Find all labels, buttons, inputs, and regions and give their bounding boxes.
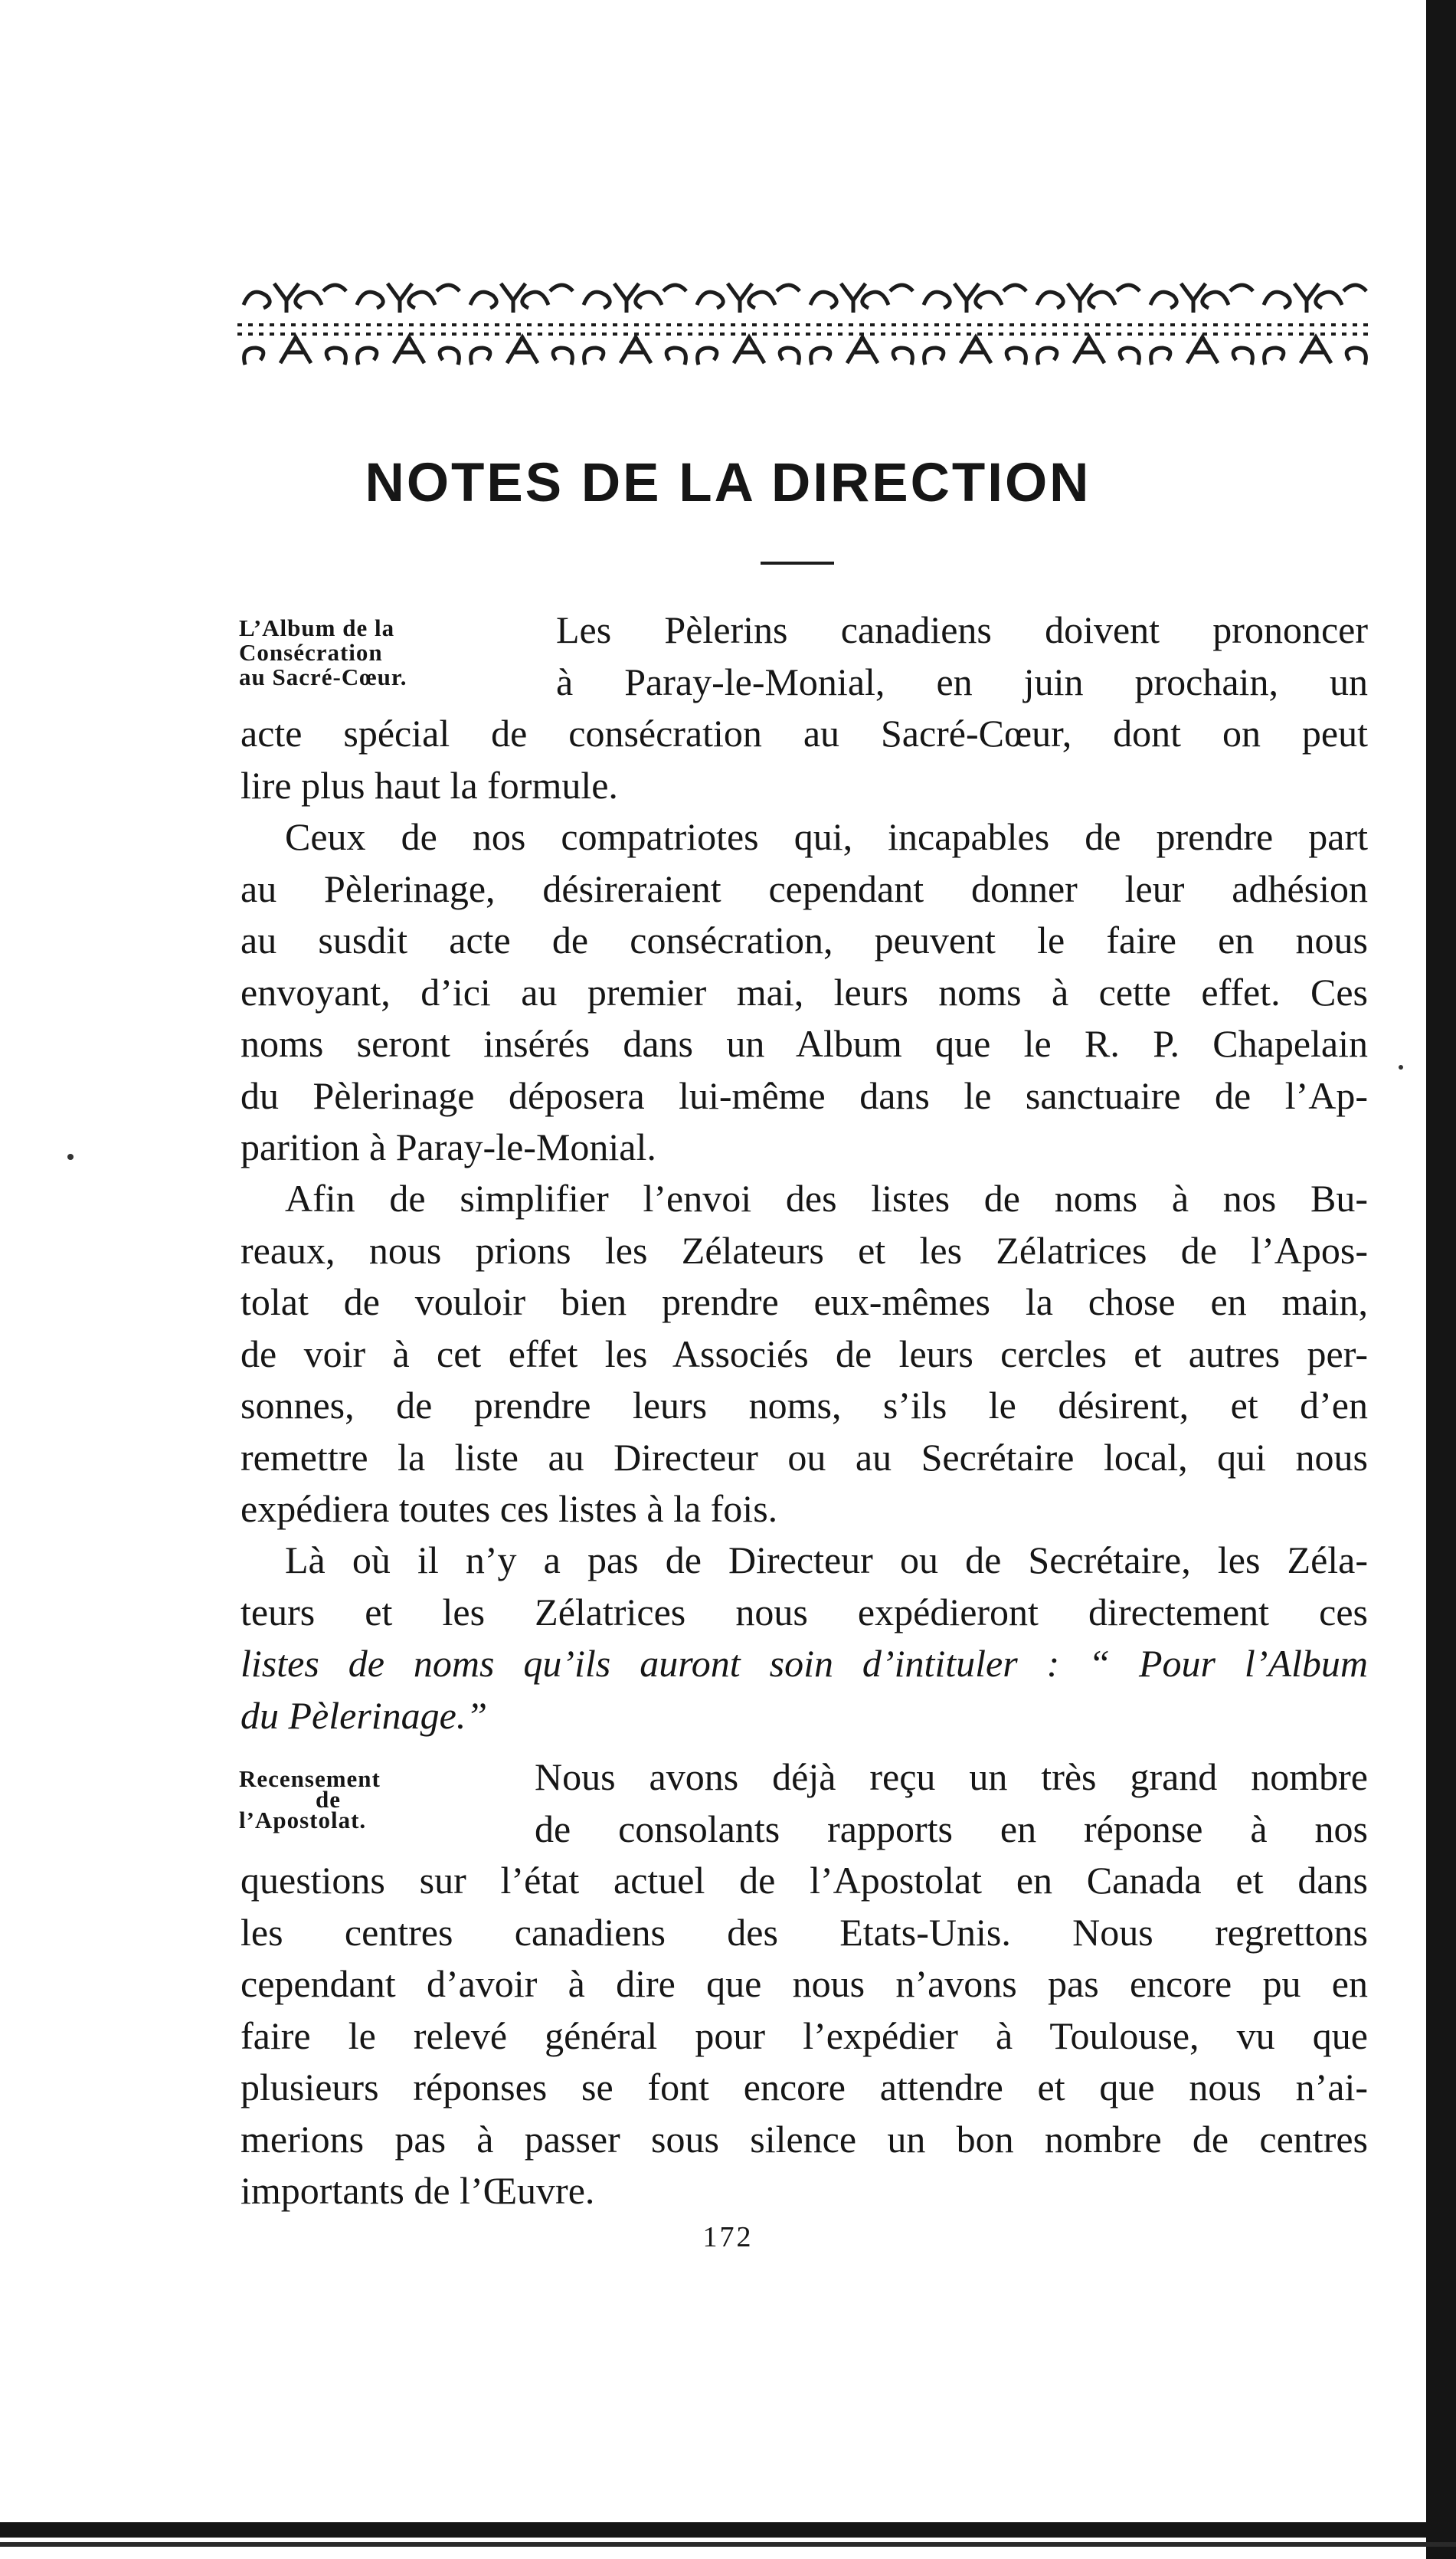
text-line: acte spécial de consécration au Sacré-Cœur, dont on peut <box>240 712 1368 755</box>
text-line: les centres canadiens des Etats-Unis. Nous regrettons <box>240 1910 1368 1954</box>
decorative-ornament-band <box>237 274 1371 374</box>
paragraph-listes <box>240 1173 1368 1535</box>
text-line: au susdit acte de consécration, peuvent le faire en nous <box>240 919 1368 962</box>
paragraph-compatriotes <box>240 811 1368 1174</box>
text-line: Les Pèlerins canadiens doivent prononcer <box>556 608 1368 651</box>
sidenote-line: L’Album de la <box>239 614 395 641</box>
text-line: remettre la liste au Directeur ou au Secrétaire local, qui nous <box>240 1435 1368 1479</box>
text-line: du Pèlerinage déposera lui-même dans le sanctuaire de l’Ap- <box>240 1073 1368 1117</box>
paragraph-recensement <box>240 1751 1368 2217</box>
text-line: Là où il n’y a pas de Directeur ou de Secrétaire, les Zéla- <box>285 1538 1368 1581</box>
text-line: Nous avons déjà reçu un très grand nombre <box>535 1755 1368 1798</box>
text-line: faire le relevé général pour l’expédier à Toulouse, vu que <box>240 2013 1368 2057</box>
text-line: à Paray-le-Monial, en juin prochain, un <box>556 660 1368 703</box>
text-line: parition à Paray-le-Monial. <box>240 1126 656 1168</box>
text-line: sonnes, de prendre leurs noms, s’ils le désirent, et d’en <box>240 1384 1368 1427</box>
text-line: lire plus haut la formule. <box>240 763 618 807</box>
text-line: reaux, nous prions les Zélateurs et les Zélatrices de l’Apos- <box>240 1228 1368 1272</box>
text-line: importants de l’Œuvre. <box>240 2169 595 2212</box>
text-line: de voir à cet effet les Associés de leurs cercles et autres per- <box>240 1332 1368 1375</box>
title-rule <box>761 562 834 565</box>
sidenote-line: de <box>316 1786 341 1813</box>
page-title: NOTES DE LA DIRECTION <box>365 453 1091 513</box>
text-line: Ceux de nos compatriotes qui, incapables de prendre part <box>285 815 1368 858</box>
text-line: noms seront insérés dans un Album que le R. P. Chapelain <box>240 1022 1368 1065</box>
text-line: teurs et les Zélatrices nous expédieront directement ces <box>240 1590 1368 1633</box>
sidenote-line: Recensement <box>239 1765 381 1792</box>
page-number: 172 <box>702 2221 754 2253</box>
text-line: au Pèlerinage, désireraient cependant donner leur adhésion <box>240 867 1368 910</box>
sidenote-line: l’Apostolat. <box>239 1807 367 1833</box>
sidenote-line: Consécration <box>239 639 383 666</box>
paragraph-album <box>240 605 1368 811</box>
text-line: cependant d’avoir à dire que nous n’avons pas encore pu en <box>240 1962 1368 2005</box>
text-line: tolat de vouloir bien prendre eux-mêmes la chose en main, <box>240 1280 1368 1323</box>
text-line: questions sur l’état actuel de l’Apostolat en Canada et dans <box>240 1859 1368 1902</box>
sidenote-line: au Sacré-Cœur. <box>239 664 407 690</box>
text-line: expédiera toutes ces listes à la fois. <box>240 1487 778 1530</box>
scan-edge-bottom-line <box>0 2542 1456 2547</box>
text-line: de consolants rapports en réponse à nos <box>535 1807 1368 1850</box>
text-line: listes de noms qu’ils auront soin d’intituler : “ Pour l’Album <box>240 1642 1368 1685</box>
text-line: plusieurs réponses se font encore attendre et que nous n’ai- <box>240 2066 1368 2108</box>
scan-edge-right <box>1426 0 1456 2559</box>
paragraph-secretaire <box>240 1535 1368 1741</box>
text-line: Afin de simplifier l’envoi des listes de noms à nos Bu- <box>285 1177 1368 1220</box>
text-line: envoyant, d’ici au premier mai, leurs noms à cette effet. Ces <box>240 970 1368 1014</box>
scan-speck <box>1399 1065 1403 1070</box>
text-line: du Pèlerinage.” <box>240 1693 488 1737</box>
scan-speck <box>67 1154 74 1160</box>
text-line: merions pas à passer sous silence un bon nombre de centres <box>240 2117 1368 2161</box>
scan-edge-bottom <box>0 2522 1456 2538</box>
